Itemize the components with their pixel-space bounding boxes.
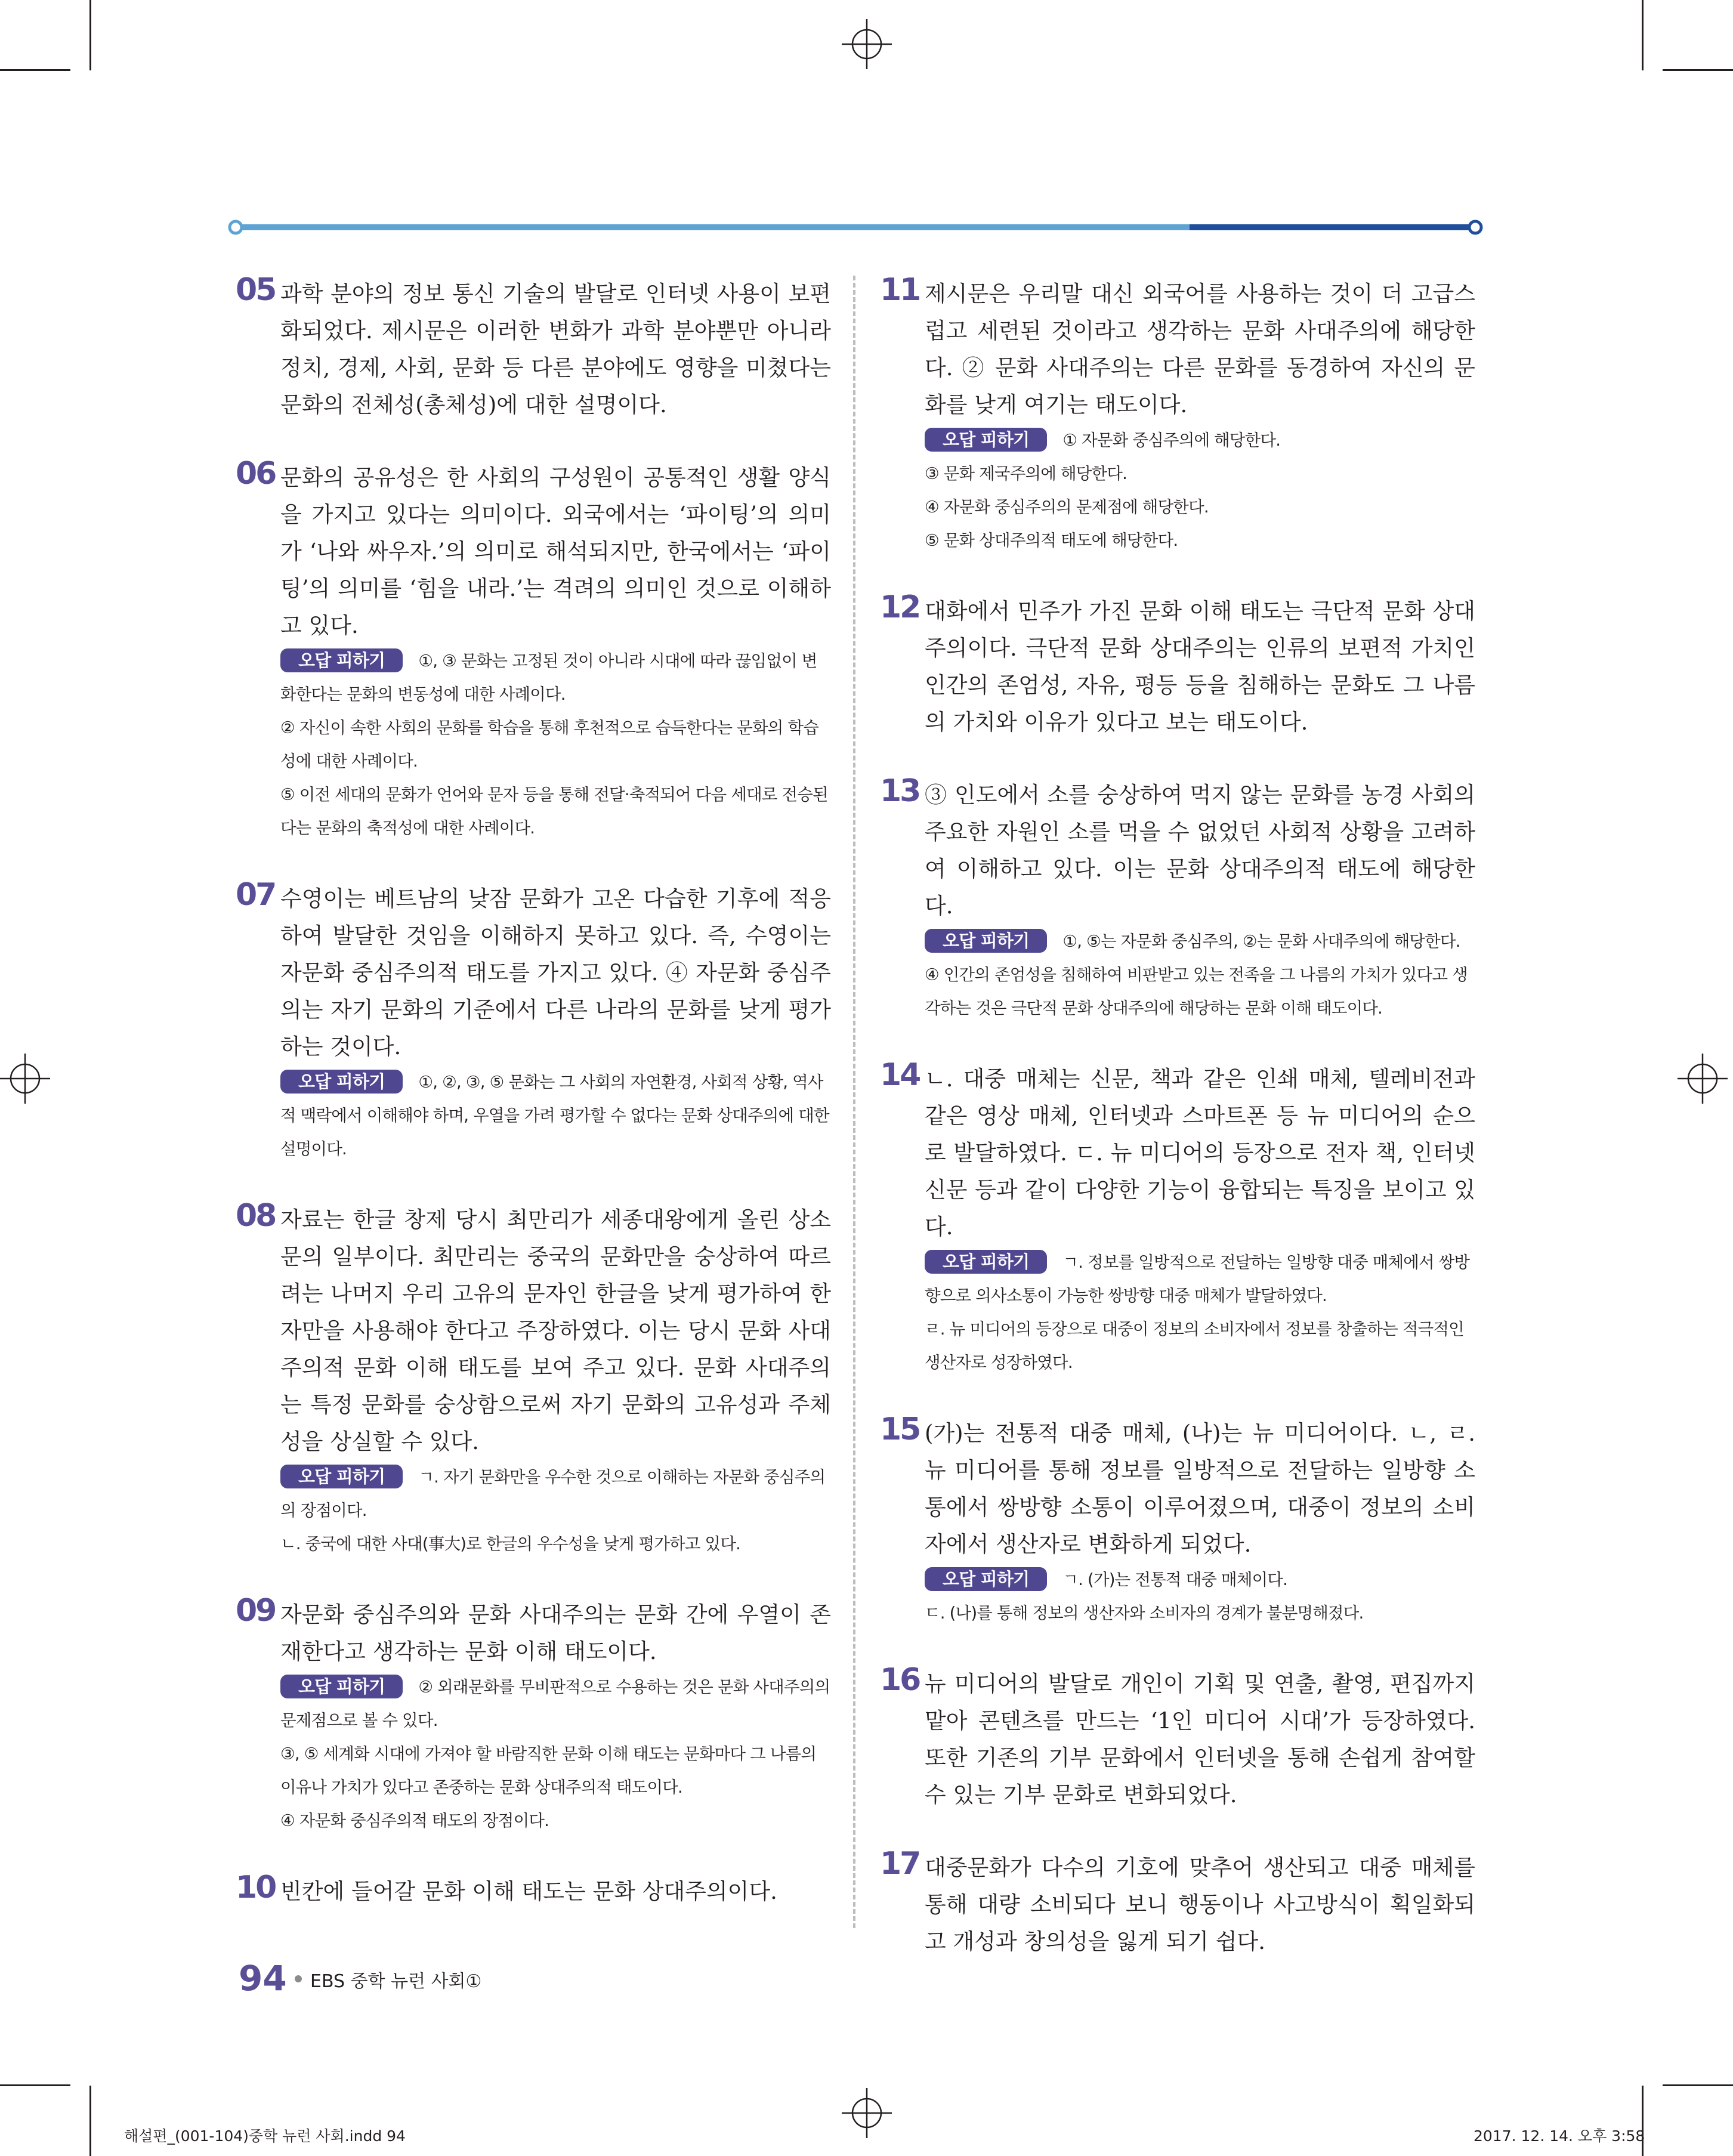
tip-line: ①, ⑤는 자문화 중심주의, ②는 문화 사대주의에 해당한다. [1062,932,1460,951]
tip-line: ㄹ. 뉴 미디어의 등장으로 대중이 정보의 소비자에서 정보를 창출하는 적극적인 생산자로 성장하였다. [925,1320,1464,1372]
tip-line: ㄴ. 중국에 대한 사대(事大)로 한글의 우수성을 낮게 평가하고 있다. [280,1534,741,1553]
tip-line: ① 자문화 중심주의에 해당한다. [1062,431,1281,450]
wrong-answer-tips [280,1460,831,1561]
item-number: 09 [236,1593,276,1629]
tip-label-badge: 오답 피하기 [925,1250,1047,1274]
tip-label-badge: 오답 피하기 [925,428,1047,452]
registration-mark-icon [1678,1054,1728,1104]
registration-mark-icon [842,2088,892,2138]
column-divider [853,276,855,1928]
tip-label-badge: 오답 피하기 [280,1465,403,1488]
wrong-answer-tips [280,1065,831,1166]
crop-mark [89,2086,91,2156]
tip-line: ③, ⑤ 세계화 시대에 가져야 할 바람직한 문화 이해 태도는 문화마다 그 나름의 이유나 가치가 있다고 존중하는 문화 상대주의적 태도이다. [280,1744,817,1797]
answer-item-15 [880,1411,1475,1630]
tip-line: ㄷ. (나)를 통해 정보의 생산자와 소비자의 경계가 불분명해졌다. [925,1604,1364,1623]
tip-line: ② 외래문화를 무비판적으로 수용하는 것은 문화 사대주의의 문제점으로 볼 수 있다. [280,1678,830,1730]
item-number: 17 [880,1846,920,1882]
item-explanation: 자료는 한글 창제 당시 최만리가 세종대왕에게 올린 상소문의 일부이다. 최만리는 중국의 문화만을 숭상하여 따르려는 나머지 우리 고유의 문자인 한글을 낮게 평가하여 한자만을 사용해야 한다고 주장하였다. 이는 당시 문화 사대주의적 문화 이해 태도를 보여 주고 있다. 문화 사대주의는 특정 문화를 숭상함으로써 자기 문화의 고유성과 주체성을 상실할 수 있다. [280,1207,831,1454]
registration-mark-icon [0,1054,50,1104]
answer-item-05 [236,272,831,424]
answer-item-09 [236,1593,831,1837]
item-explanation: 수영이는 베트남의 낮잠 문화가 고온 다습한 기후에 적응하여 발달한 것임을 이해하지 못하고 있다. 즉, 수영이는 자문화 중심주의적 태도를 가지고 있다. ④ 자문화 중심주의는 자기 문화의 기준에서 다른 나라의 문화를 낮게 평가하는 것이다. [280,886,831,1060]
tip-line: ①, ②, ③, ⑤ 문화는 그 사회의 자연환경, 사회적 상황, 역사적 맥락에서 이해해야 하며, 우열을 가려 평가할 수 없다는 문화 상대주의에 대한 설명이다. [280,1073,829,1159]
wrong-answer-tips [280,1670,831,1837]
item-number: 07 [236,877,276,913]
answer-item-11 [880,272,1475,557]
wrong-answer-tips [925,1246,1475,1379]
item-explanation: 대화에서 민주가 가진 문화 이해 태도는 극단적 문화 상대주의이다. 극단적 문화 상대주의는 인류의 보편적 가치인 인간의 존엄성, 자유, 평등 등을 침해하는 문화도 그 나름의 가치와 이유가 있다고 보는 태도이다. [925,598,1475,735]
answer-item-10 [236,1870,831,1910]
crop-mark [0,2084,70,2086]
tip-line: ㄱ. 자기 문화만을 우수한 것으로 이해하는 자문화 중심주의의 장점이다. [280,1468,826,1520]
tip-line: ④ 인간의 존엄성을 침해하여 비판받고 있는 전족을 그 나름의 가치가 있다고 생각하는 것은 극단적 문화 상대주의에 해당하는 문화 이해 태도이다. [925,965,1468,1018]
wrong-answer-tips [925,925,1475,1025]
tip-line: ㄱ. (가)는 전통적 대중 매체이다. [1062,1570,1288,1589]
answer-item-12 [880,589,1475,741]
answer-item-16 [880,1662,1475,1814]
answer-item-06 [236,456,831,845]
item-number: 15 [880,1411,920,1447]
header-bar [228,220,1483,235]
tip-line: ①, ③ 문화는 고정된 것이 아니라 시대에 따라 끊임없이 변화한다는 문화의 변동성에 대한 사례이다. [280,651,817,704]
item-explanation: (가)는 전통적 대중 매체, (나)는 뉴 미디어이다. ㄴ, ㄹ. 뉴 미디어를 통해 정보를 일방적으로 전달하는 일방향 소통에서 쌍방향 소통이 이루어졌으며, 대중이 정보의 소비자에서 생산자로 변화하게 되었다. [925,1420,1475,1557]
wrong-answer-tips [925,1563,1475,1630]
tip-line: ③ 문화 제국주의에 해당한다. [925,464,1127,483]
item-number: 10 [236,1870,276,1905]
print-slug-filename: 해설편_(001-104)중학 뉴런 사회.indd 94 [124,2127,406,2145]
footer-bullet-icon [295,1975,302,1982]
item-number: 13 [880,773,920,809]
registration-mark-icon [842,19,892,69]
crop-mark [1642,0,1644,70]
crop-mark [1663,2084,1733,2086]
right-column [880,272,1475,1960]
answer-item-13 [880,773,1475,1025]
answer-item-07 [236,877,831,1166]
item-explanation: 과학 분야의 정보 통신 기술의 발달로 인터넷 사용이 보편화되었다. 제시문은 이러한 변화가 과학 분야뿐만 아니라 정치, 경제, 사회, 문화 등 다른 분야에도 영향을 미쳤다는 문화의 전체성(총체성)에 대한 설명이다. [280,281,831,418]
tip-line: ④ 자문화 중심주의의 문제점에 해당한다. [925,498,1209,517]
item-number: 11 [880,272,920,308]
tip-line: ⑤ 문화 상대주의적 태도에 해당한다. [925,531,1178,550]
tip-label-badge: 오답 피하기 [280,1070,403,1094]
tip-line: ⑤ 이전 세대의 문화가 언어와 문자 등을 통해 전달·축적되어 다음 세대로 전승된다는 문화의 축적성에 대한 사례이다. [280,785,828,838]
crop-mark [89,0,91,70]
tip-line: ② 자신이 속한 사회의 문화를 학습을 통해 후천적으로 습득한다는 문화의 학습성에 대한 사례이다. [280,718,818,771]
item-explanation: ③ 인도에서 소를 숭상하여 먹지 않는 문화를 농경 사회의 주요한 자원인 소를 먹을 수 없었던 사회적 상황을 고려하여 이해하고 있다. 이는 문화 상대주의적 태도에 해당한다. [925,782,1475,919]
answer-item-14 [880,1057,1475,1379]
item-number: 12 [880,589,920,625]
item-explanation: 문화의 공유성은 한 사회의 구성원이 공통적인 생활 양식을 가지고 있다는 의미이다. 외국에서는 ‘파이팅’의 의미가 ‘나와 싸우자.’의 의미로 해석되지만, 한국에서는 ‘파이팅’의 의미를 ‘힘을 내라.’는 격려의 의미인 것으로 이해하고 있다. [280,465,831,638]
item-explanation: ㄴ. 대중 매체는 신문, 책과 같은 인쇄 매체, 텔레비전과 같은 영상 매체, 인터넷과 스마트폰 등 뉴 미디어의 순으로 발달하였다. ㄷ. 뉴 미디어의 등장으로 전자 책, 인터넷 신문 등과 같이 다양한 기능이 융합되는 특징을 보이고 있다. [925,1066,1475,1240]
item-explanation: 뉴 미디어의 발달로 개인이 기획 및 연출, 촬영, 편집까지 맡아 콘텐츠를 만드는 ‘1인 미디어 시대’가 등장하였다. 또한 기존의 기부 문화에서 인터넷을 통해 손쉽게 참여할 수 있는 기부 문화로 변화되었다. [925,1671,1475,1808]
tip-label-badge: 오답 피하기 [925,929,1047,953]
book-title: EBS 중학 뉴런 사회① [310,1971,482,1992]
wrong-answer-tips [280,644,831,845]
crop-mark [1663,69,1733,71]
wrong-answer-tips [925,424,1475,557]
item-explanation: 제시문은 우리말 대신 외국어를 사용하는 것이 더 고급스럽고 세련된 것이라고 생각하는 문화 사대주의에 해당한다. ② 문화 사대주의는 다른 문화를 동경하여 자신의 문화를 낮게 여기는 태도이다. [925,281,1475,418]
left-column [236,272,831,1910]
print-slug-timestamp: 2017. 12. 14. 오후 3:58 [1473,2127,1645,2145]
item-explanation: 대중문화가 다수의 기호에 맞추어 생산되고 대중 매체를 통해 대량 소비되다 보니 행동이나 사고방식이 획일화되고 개성과 창의성을 잃게 되기 쉽다. [925,1855,1475,1954]
item-number: 08 [236,1198,276,1234]
crop-mark [0,69,70,71]
item-explanation: 자문화 중심주의와 문화 사대주의는 문화 간에 우열이 존재한다고 생각하는 문화 이해 태도이다. [280,1602,831,1664]
item-number: 14 [880,1057,920,1093]
item-explanation: 빈칸에 들어갈 문화 이해 태도는 문화 상대주의이다. [280,1879,777,1904]
tip-label-badge: 오답 피하기 [280,1675,403,1698]
page-number: 94 [239,1958,287,1999]
tip-line: ④ 자문화 중심주의적 태도의 장점이다. [280,1811,549,1830]
tip-label-badge: 오답 피하기 [925,1567,1047,1591]
answer-item-17 [880,1846,1475,1960]
answer-item-08 [236,1198,831,1561]
item-number: 05 [236,272,276,308]
tip-line: ㄱ. 정보를 일방적으로 전달하는 일방향 대중 매체에서 쌍방향으로 의사소통이 가능한 쌍방향 대중 매체가 발달하였다. [925,1253,1470,1305]
item-number: 06 [236,456,276,492]
tip-label-badge: 오답 피하기 [280,648,403,672]
item-number: 16 [880,1662,920,1698]
